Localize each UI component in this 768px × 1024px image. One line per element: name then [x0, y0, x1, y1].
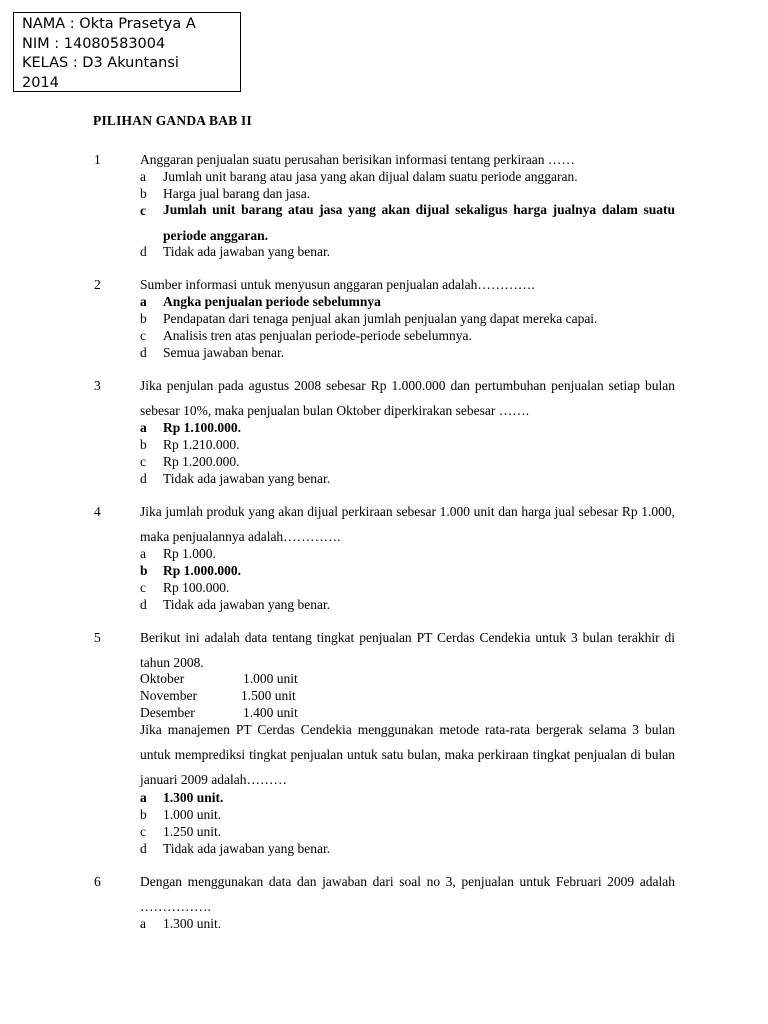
student-name: NAMA : Okta Prasetya A: [22, 16, 196, 32]
data-row-desember: Desember 1.400 unit: [140, 705, 298, 720]
question-text: Dengan menggunakan data dan jawaban dari soal no 3, penjualan untuk Februari 2009 adalah …………….: [140, 874, 675, 914]
student-year: 2014: [22, 74, 59, 91]
question-text: Anggaran penjualan suatu perusahan berisikan informasi tentang perkiraan ……: [140, 152, 575, 167]
question-number: 2: [94, 277, 101, 292]
question-number: 6: [94, 874, 101, 889]
page-title: PILIHAN GANDA BAB II: [93, 113, 252, 128]
student-info-box: [13, 12, 241, 92]
question-number: 5: [94, 630, 101, 645]
question-text: Jika jumlah produk yang akan dijual perkiraan sebesar 1.000 unit dan harga jual sebesar Rp 1.000, maka penjualannya adalah………….: [140, 504, 675, 544]
question-text: Jika penjulan pada agustus 2008 sebesar Rp 1.000.000 dan pertumbuhan penjualan setiap bulan sebesar 10%, maka penjualan bulan Oktober diperkirakan sebesar …….: [140, 378, 675, 418]
question-text-continued: Jika manajemen PT Cerdas Cendekia menggunakan metode rata-rata bergerak selama 3 bulan untuk memprediksi tingkat penjualan untuk satu bulan, maka perkiraan tingkat penjualan di bulan januari 2009 adalah………: [140, 722, 675, 787]
question-number: 3: [94, 378, 101, 393]
question-text: Berikut ini adalah data tentang tingkat penjualan PT Cerdas Cendekia untuk 3 bulan terakhir di tahun 2008.: [140, 630, 675, 670]
question-number: 4: [94, 504, 101, 519]
student-nim: NIM : 14080583004: [22, 35, 166, 52]
data-row-oktober: Oktober 1.000 unit: [140, 671, 298, 686]
student-class: KELAS : D3 Akuntansi: [22, 55, 179, 71]
question-number: 1: [94, 152, 101, 167]
question-text: Sumber informasi untuk menyusun anggaran penjualan adalah………….: [140, 277, 535, 292]
data-row-november: November 1.500 unit: [140, 688, 296, 703]
